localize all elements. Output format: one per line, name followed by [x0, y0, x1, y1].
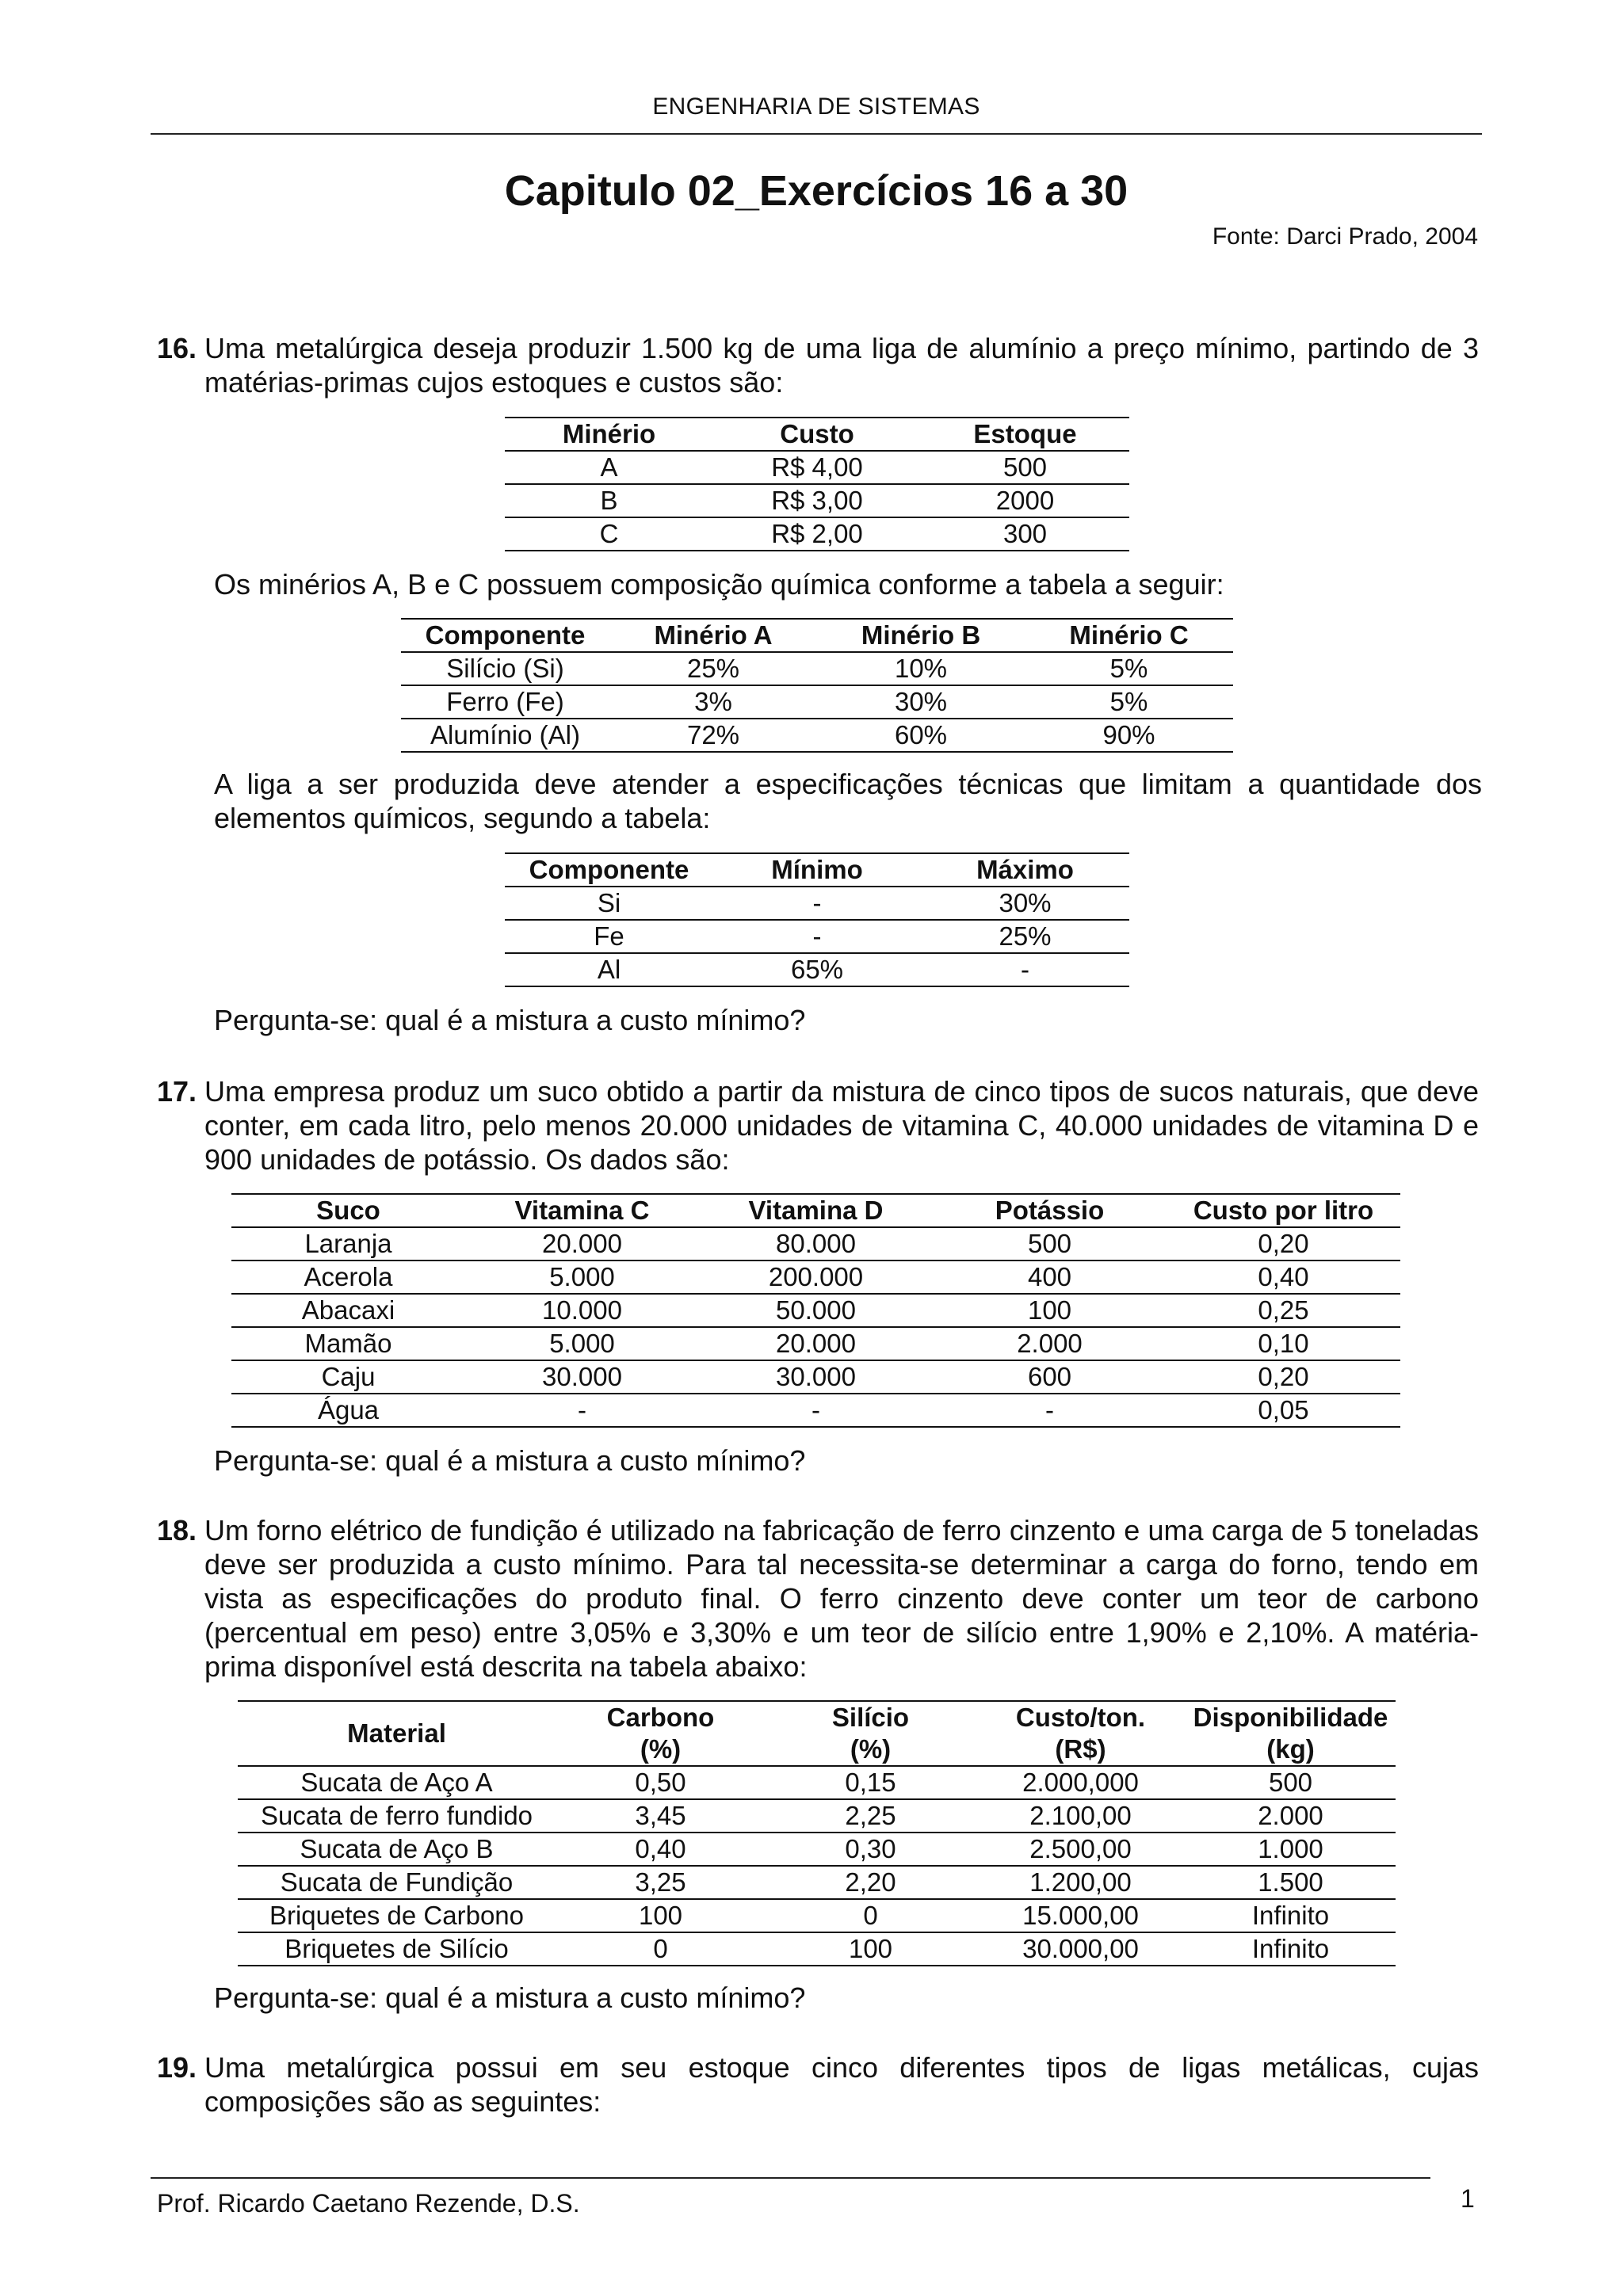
- table-cell: Acerola: [231, 1261, 465, 1294]
- table-cell: -: [699, 1394, 933, 1427]
- table-header-cell: Custo por litro: [1167, 1194, 1400, 1227]
- table-cell: 80.000: [699, 1227, 933, 1261]
- table-row: [505, 953, 1129, 986]
- table-cell: 0,15: [766, 1766, 976, 1799]
- table-header-cell: [238, 1701, 556, 1766]
- table-cell: 25%: [921, 920, 1129, 953]
- table-header-cell: Vitamina C: [465, 1194, 699, 1227]
- table-row: [238, 1866, 1396, 1899]
- table-cell: 10.000: [465, 1294, 699, 1327]
- table-row: [505, 517, 1129, 551]
- table-cell: 0,20: [1167, 1227, 1400, 1261]
- table-cell: Sucata de Aço B: [238, 1833, 556, 1866]
- exercise-question: Pergunta-se: qual é a mistura a custo mínimo?: [214, 1004, 806, 1036]
- table-cell: -: [465, 1394, 699, 1427]
- table-cell: Mamão: [231, 1327, 465, 1360]
- table-row: [231, 1261, 1400, 1294]
- table-cell: R$ 4,00: [713, 451, 921, 484]
- exercise-text: Uma empresa produz um suco obtido a partir da mistura de cinco tipos de sucos naturais, que deve conter, em cada litro, pelo menos 20.000 unidades de vitamina C, 40.000 unidades de vitamina D e 900 unidades de potássio. Os dados são:: [204, 1075, 1479, 1176]
- table-cell: 100: [933, 1294, 1167, 1327]
- ore-cost-table: [505, 417, 1129, 551]
- page-number: 1: [1461, 2184, 1475, 2213]
- table-row: [401, 719, 1233, 752]
- exercise-19: [157, 2050, 1479, 2119]
- table-header-cell: Suco: [231, 1194, 465, 1227]
- table-cell: 3,25: [556, 1866, 766, 1899]
- table-header-cell: Potássio: [933, 1194, 1167, 1227]
- table-cell: 0,40: [1167, 1261, 1400, 1294]
- table-cell: 0,10: [1167, 1327, 1400, 1360]
- table-cell: 2.500,00: [976, 1833, 1186, 1866]
- page-title: Capitulo 02_Exercícios 16 a 30: [504, 167, 1128, 215]
- table-cell: 100: [766, 1932, 976, 1966]
- header-unit: (%): [640, 1734, 682, 1764]
- exercise-number: 18.: [157, 1514, 197, 1547]
- exercise-text: Um forno elétrico de fundição é utilizado na fabricação de ferro cinzento e uma carga de 5 toneladas deve ser produzida a custo mínimo. Para tal necessita-se determinar a carga do forno, tendo em vista as especificações do produto final. O ferro cinzento deve conter um teor de carbono (percentual em peso) entre 3,05% e 3,30% e um teor de silício entre 1,90% e 2,10%. A matéria-prima disponível está descrita na tabela abaixo:: [204, 1514, 1479, 1683]
- table-cell: 0: [556, 1932, 766, 1966]
- header-line: Material: [347, 1718, 446, 1748]
- table-header-cell: Minério B: [817, 619, 1025, 652]
- table-cell: 20.000: [465, 1227, 699, 1261]
- header-rule: [151, 133, 1482, 135]
- table-row: [505, 451, 1129, 484]
- table-cell: 1.000: [1186, 1833, 1396, 1866]
- table-row: [505, 887, 1129, 920]
- table-header-cell: Vitamina D: [699, 1194, 933, 1227]
- exercise-question: Pergunta-se: qual é a mistura a custo mínimo?: [214, 1981, 806, 2014]
- table-cell: Silício (Si): [401, 652, 609, 685]
- table-cell: 2.100,00: [976, 1799, 1186, 1833]
- table-cell: 500: [933, 1227, 1167, 1261]
- table-cell: 0,05: [1167, 1394, 1400, 1427]
- table-cell: Água: [231, 1394, 465, 1427]
- table-cell: 60%: [817, 719, 1025, 752]
- table-cell: Al: [505, 953, 713, 986]
- table-cell: -: [933, 1394, 1167, 1427]
- table-row: [238, 1932, 1396, 1966]
- table-cell: 500: [921, 451, 1129, 484]
- header-line: Carbono: [606, 1703, 715, 1732]
- table-cell: Sucata de ferro fundido: [238, 1799, 556, 1833]
- table-cell: 5.000: [465, 1327, 699, 1360]
- exercise-text: Uma metalúrgica possui em seu estoque cinco diferentes tipos de ligas metálicas, cujas composições são as seguintes:: [204, 2051, 1479, 2118]
- table-cell: 72%: [609, 719, 817, 752]
- table-row: [238, 1799, 1396, 1833]
- table-cell: Briquetes de Carbono: [238, 1899, 556, 1932]
- footer-author: Prof. Ricardo Caetano Rezende, D.S.: [157, 2189, 580, 2218]
- exercise-18: [157, 1513, 1479, 1684]
- table-header-cell: Minério A: [609, 619, 817, 652]
- table-row: [401, 685, 1233, 719]
- table-cell: 2.000,000: [976, 1766, 1186, 1799]
- table-cell: Ferro (Fe): [401, 685, 609, 719]
- table-row: [231, 1294, 1400, 1327]
- table-cell: 30.000,00: [976, 1932, 1186, 1966]
- table-row: [238, 1899, 1396, 1932]
- exercise-number: 17.: [157, 1075, 197, 1108]
- table-cell: 5%: [1025, 685, 1233, 719]
- table-row: [231, 1394, 1400, 1427]
- table-header-cell: Máximo: [921, 853, 1129, 887]
- table-header-cell: [766, 1701, 976, 1766]
- table-cell: 0,20: [1167, 1360, 1400, 1394]
- table-cell: 2,25: [766, 1799, 976, 1833]
- table-row: [231, 1360, 1400, 1394]
- ore-composition-table: [401, 618, 1233, 753]
- table-header-cell: [556, 1701, 766, 1766]
- table-cell: 3,45: [556, 1799, 766, 1833]
- table-cell: 5%: [1025, 652, 1233, 685]
- table-header-cell: Estoque: [921, 418, 1129, 451]
- table-cell: R$ 3,00: [713, 484, 921, 517]
- exercise-number: 16.: [157, 332, 197, 364]
- table-row: [401, 652, 1233, 685]
- table-cell: 15.000,00: [976, 1899, 1186, 1932]
- table-cell: 0,25: [1167, 1294, 1400, 1327]
- table-header-cell: Componente: [505, 853, 713, 887]
- table-cell: Sucata de Fundição: [238, 1866, 556, 1899]
- table-cell: 2.000: [933, 1327, 1167, 1360]
- table-cell: 30%: [817, 685, 1025, 719]
- table-header-cell: Minério C: [1025, 619, 1233, 652]
- header-unit: (R$): [1055, 1734, 1106, 1764]
- table-cell: 2.000: [1186, 1799, 1396, 1833]
- exercise-text: Uma metalúrgica deseja produzir 1.500 kg de uma liga de alumínio a preço mínimo, partindo de 3 matérias-primas cujos estoques e custos são:: [204, 332, 1479, 399]
- exercise-number: 19.: [157, 2051, 197, 2084]
- table-cell: 600: [933, 1360, 1167, 1394]
- table-cell: 30%: [921, 887, 1129, 920]
- table-cell: 300: [921, 517, 1129, 551]
- table-row: [231, 1327, 1400, 1360]
- table-cell: 400: [933, 1261, 1167, 1294]
- table-cell: 30.000: [465, 1360, 699, 1394]
- table-cell: R$ 2,00: [713, 517, 921, 551]
- table-cell: C: [505, 517, 713, 551]
- table-cell: Alumínio (Al): [401, 719, 609, 752]
- table-cell: Laranja: [231, 1227, 465, 1261]
- table-cell: 3%: [609, 685, 817, 719]
- table-cell: Abacaxi: [231, 1294, 465, 1327]
- table-cell: 0,50: [556, 1766, 766, 1799]
- table-cell: 30.000: [699, 1360, 933, 1394]
- table-row: [238, 1766, 1396, 1799]
- table-cell: Caju: [231, 1360, 465, 1394]
- juice-table: [231, 1193, 1400, 1428]
- table-cell: B: [505, 484, 713, 517]
- table-row: [238, 1833, 1396, 1866]
- table-cell: 2,20: [766, 1866, 976, 1899]
- table-cell: Briquetes de Silício: [238, 1932, 556, 1966]
- exercise-text: A liga a ser produzida deve atender a especificações técnicas que limitam a quantidade dos elementos químicos, segundo a tabela:: [214, 768, 1482, 834]
- table-cell: -: [713, 920, 921, 953]
- header-unit: (kg): [1266, 1734, 1315, 1764]
- source-citation: Fonte: Darci Prado, 2004: [1212, 223, 1478, 250]
- table-cell: 1.200,00: [976, 1866, 1186, 1899]
- raw-material-table: [238, 1700, 1396, 1966]
- running-header: ENGENHARIA DE SISTEMAS: [652, 93, 980, 120]
- table-cell: Si: [505, 887, 713, 920]
- table-cell: Infinito: [1186, 1899, 1396, 1932]
- table-cell: A: [505, 451, 713, 484]
- alloy-spec-table: [505, 852, 1129, 987]
- header-line: Silício: [831, 1703, 910, 1732]
- table-cell: -: [921, 953, 1129, 986]
- header-line: Disponibilidade: [1193, 1703, 1388, 1732]
- table-header-cell: [976, 1701, 1186, 1766]
- table-row: [505, 920, 1129, 953]
- exercise-16: [157, 331, 1479, 399]
- table-row: [505, 484, 1129, 517]
- table-cell: 0,30: [766, 1833, 976, 1866]
- table-header-cell: Componente: [401, 619, 609, 652]
- table-cell: Fe: [505, 920, 713, 953]
- header-line: Custo/ton.: [1015, 1703, 1146, 1732]
- table-cell: 0,40: [556, 1833, 766, 1866]
- table-row: [231, 1227, 1400, 1261]
- table-cell: 500: [1186, 1766, 1396, 1799]
- table-cell: 90%: [1025, 719, 1233, 752]
- table-cell: Infinito: [1186, 1932, 1396, 1966]
- table-header-cell: Mínimo: [713, 853, 921, 887]
- footer-rule: [151, 2177, 1430, 2179]
- table-cell: 100: [556, 1899, 766, 1932]
- table-cell: 1.500: [1186, 1866, 1396, 1899]
- table-cell: 25%: [609, 652, 817, 685]
- exercise-question: Pergunta-se: qual é a mistura a custo mínimo?: [214, 1444, 806, 1477]
- table-cell: 10%: [817, 652, 1025, 685]
- table-cell: 5.000: [465, 1261, 699, 1294]
- header-unit: (%): [850, 1734, 892, 1764]
- exercise-text: Os minérios A, B e C possuem composição química conforme a tabela a seguir:: [214, 568, 1224, 601]
- table-cell: -: [713, 887, 921, 920]
- table-header-cell: Custo: [713, 418, 921, 451]
- exercise-17: [157, 1074, 1479, 1177]
- table-cell: 65%: [713, 953, 921, 986]
- table-cell: 20.000: [699, 1327, 933, 1360]
- table-header-cell: Minério: [505, 418, 713, 451]
- table-cell: 0: [766, 1899, 976, 1932]
- table-cell: 200.000: [699, 1261, 933, 1294]
- table-cell: 50.000: [699, 1294, 933, 1327]
- table-cell: Sucata de Aço A: [238, 1766, 556, 1799]
- table-cell: 2000: [921, 484, 1129, 517]
- table-header-cell: [1186, 1701, 1396, 1766]
